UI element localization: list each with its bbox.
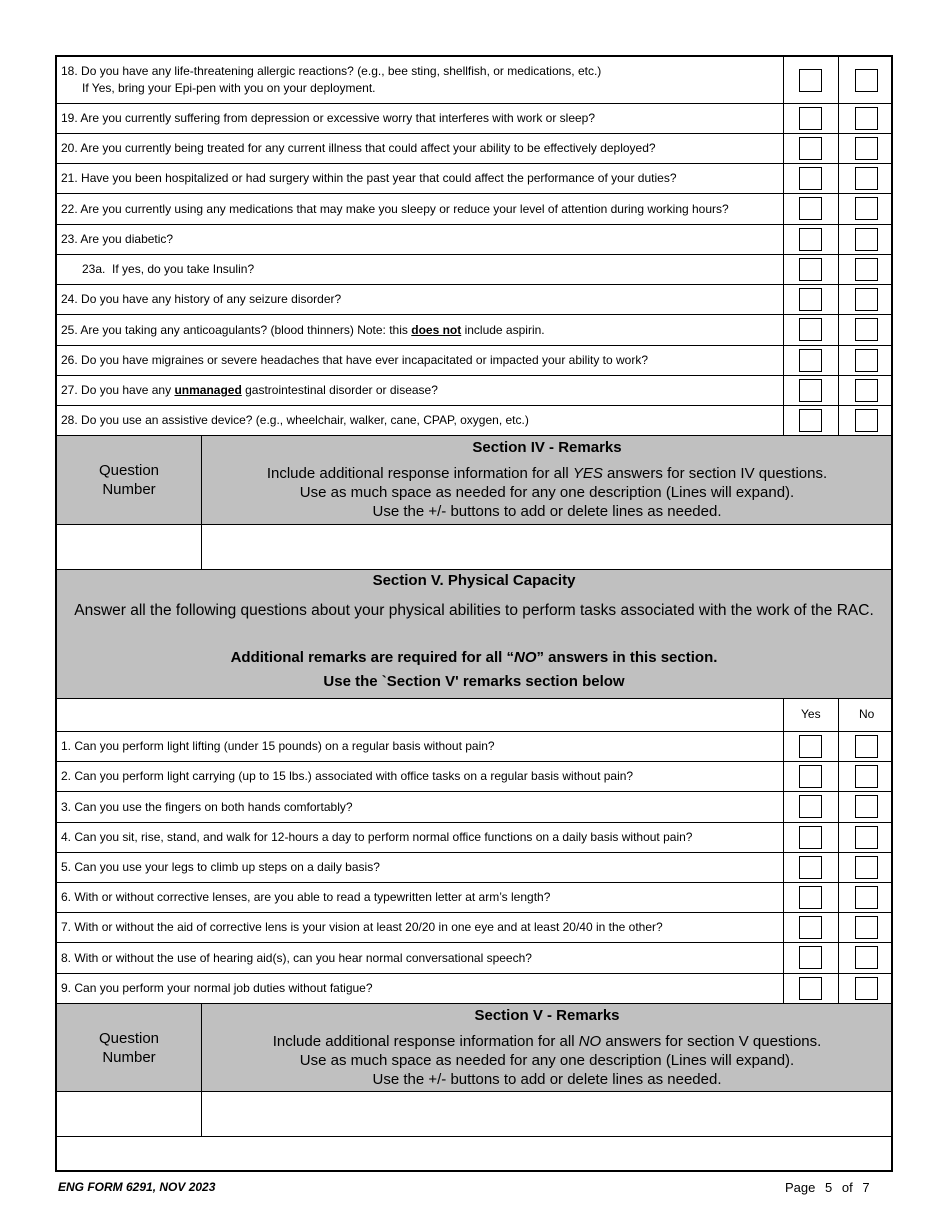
yes-checkbox[interactable] [799, 826, 822, 849]
yes-checkbox[interactable] [799, 856, 822, 879]
capacity-row-9 [57, 974, 891, 1004]
no-checkbox[interactable] [855, 856, 878, 879]
no-checkbox[interactable] [855, 137, 878, 160]
yes-checkbox[interactable] [799, 946, 822, 969]
remarks-instructions: Section V - Remarks Include additional response information for all NO answers for section V questions. Use as much space as needed for any one description (Lines will expand). Use the +/- buttons to add or delete lines as needed. [203, 1004, 891, 1091]
yes-checkbox[interactable] [799, 258, 822, 281]
yes-no-header-row [57, 699, 891, 732]
question-text: 20. Are you currently being treated for any current illness that could affect your ability to be effectively deployed? [61, 141, 656, 155]
question-text: 24. Do you have any history of any seizure disorder? [61, 292, 342, 306]
capacity-row-7 [57, 913, 891, 943]
question-row-19 [57, 104, 891, 134]
capacity-row-6 [57, 883, 891, 913]
no-checkbox[interactable] [855, 735, 878, 758]
question-number-label: Question Number [57, 1004, 202, 1091]
no-checkbox[interactable] [855, 107, 878, 130]
yes-checkbox[interactable] [799, 107, 822, 130]
yes-checkbox[interactable] [799, 977, 822, 1000]
question-text: 5. Can you use your legs to climb up steps on a daily basis? [61, 860, 380, 874]
no-checkbox[interactable] [855, 916, 878, 939]
question-row-24 [57, 285, 891, 315]
yes-checkbox[interactable] [799, 137, 822, 160]
question-text: 8. With or without the use of hearing aid(s), can you hear normal conversational speech? [61, 950, 532, 965]
no-column-label: No [859, 707, 875, 721]
question-text: 9. Can you perform your normal job duties without fatigue? [61, 981, 373, 995]
yes-checkbox[interactable] [799, 795, 822, 818]
question-row-23a [57, 255, 891, 285]
capacity-row-8 [57, 943, 891, 974]
section5-remarks-entry [57, 1092, 891, 1137]
yes-checkbox[interactable] [799, 409, 822, 432]
question-text: 1. Can you perform light lifting (under 15 pounds) on a regular basis without pain? [61, 739, 495, 753]
no-checkbox[interactable] [855, 765, 878, 788]
section4-remarks-header [57, 436, 891, 525]
yes-checkbox[interactable] [799, 197, 822, 220]
question-row-25 [57, 315, 891, 346]
page-indicator: Page 5 of 7 [785, 1180, 870, 1195]
capacity-row-2 [57, 762, 891, 792]
question-row-22 [57, 194, 891, 225]
yes-checkbox[interactable] [799, 916, 822, 939]
question-row-23 [57, 225, 891, 255]
question-row-21 [57, 164, 891, 194]
yes-checkbox[interactable] [799, 886, 822, 909]
question-text: 18. Do you have any life-threatening allergic reactions? (e.g., bee sting, shellfish, or medications, etc.) If Yes, bring your Epi-pen with you on your deployment. [61, 64, 602, 95]
question-text: 26. Do you have migraines or severe headaches that have ever incapacitated or impacted your ability to work? [61, 353, 649, 367]
no-checkbox[interactable] [855, 69, 878, 92]
question-text: 4. Can you sit, rise, stand, and walk for 12-hours a day to perform normal office functions on a daily basis without pain? [61, 830, 693, 844]
section5-remarks-header [57, 1004, 891, 1092]
no-checkbox[interactable] [855, 167, 878, 190]
question-text: 25. Are you taking any anticoagulants? (blood thinners) Note: this does not include aspirin. [61, 322, 545, 337]
question-row-26 [57, 346, 891, 376]
yes-checkbox[interactable] [799, 69, 822, 92]
no-checkbox[interactable] [855, 409, 878, 432]
section4-remarks-entry [57, 525, 891, 570]
yes-checkbox[interactable] [799, 349, 822, 372]
section5-remarks-title: Section V - Remarks [474, 1007, 620, 1024]
question-text: 3. Can you use the fingers on both hands comfortably? [61, 799, 353, 814]
no-checkbox[interactable] [855, 349, 878, 372]
question-row-27 [57, 376, 891, 406]
no-checkbox[interactable] [855, 826, 878, 849]
capacity-row-3 [57, 792, 891, 823]
no-checkbox[interactable] [855, 977, 878, 1000]
yes-checkbox[interactable] [799, 765, 822, 788]
yes-checkbox[interactable] [799, 735, 822, 758]
question-number-field[interactable] [57, 525, 202, 569]
question-row-20 [57, 134, 891, 164]
question-row-18 [57, 57, 891, 104]
question-text: 23. Are you diabetic? [61, 232, 174, 246]
form-identifier: ENG FORM 6291, NOV 2023 [58, 1180, 216, 1194]
capacity-row-1 [57, 732, 891, 762]
no-checkbox[interactable] [855, 318, 878, 341]
section5-header: Section V. Physical Capacity Answer all the following questions about your physical abilities to perform tasks associated with the work of the RAC. Additional remarks are required for all “NO” answers in this section. Use the `Section V' remarks section below [57, 570, 891, 699]
no-checkbox[interactable] [855, 795, 878, 818]
question-number-label: Question Number [57, 436, 202, 524]
yes-checkbox[interactable] [799, 318, 822, 341]
yes-checkbox[interactable] [799, 167, 822, 190]
no-checkbox[interactable] [855, 228, 878, 251]
question-text: 23a. If yes, do you take Insulin? [82, 262, 255, 276]
yes-checkbox[interactable] [799, 228, 822, 251]
blank-row [57, 1137, 891, 1170]
yes-column-label: Yes [801, 707, 821, 721]
question-text: 21. Have you been hospitalized or had surgery within the past year that could affect the performance of your duties? [61, 171, 677, 185]
remarks-field[interactable] [203, 525, 891, 569]
question-row-28 [57, 406, 891, 436]
no-checkbox[interactable] [855, 886, 878, 909]
no-checkbox[interactable] [855, 288, 878, 311]
question-text: 6. With or without corrective lenses, are you able to read a typewritten letter at arm’s length? [61, 890, 551, 904]
yes-checkbox[interactable] [799, 288, 822, 311]
question-text: 27. Do you have any unmanaged gastrointestinal disorder or disease? [61, 383, 438, 397]
section4-remarks-title: Section IV - Remarks [472, 439, 622, 456]
question-number-field[interactable] [57, 1092, 202, 1136]
remarks-field[interactable] [203, 1092, 891, 1136]
section5-instruction: Answer all the following questions about your physical abilities to perform tasks associated with the work of the RAC. [74, 602, 874, 619]
question-text: 2. Can you perform light carrying (up to 15 lbs.) associated with office tasks on a regular basis without pain? [61, 769, 634, 783]
capacity-row-4 [57, 823, 891, 853]
question-text: 28. Do you use an assistive device? (e.g., wheelchair, walker, cane, CPAP, oxygen, etc.) [61, 413, 529, 427]
no-checkbox[interactable] [855, 946, 878, 969]
yes-checkbox[interactable] [799, 379, 822, 402]
no-checkbox[interactable] [855, 197, 878, 220]
remarks-instructions: Section IV - Remarks Include additional response information for all YES answers for section IV questions. Use as much space as needed for any one description (Lines will expand). Use the +/- buttons to add or delete lines as needed. [203, 436, 891, 524]
question-text: 19. Are you currently suffering from depression or excessive worry that interferes with work or sleep? [61, 111, 596, 125]
form-frame [55, 55, 893, 1172]
question-text: 7. With or without the aid of corrective lens is your vision at least 20/20 in one eye and at least 20/40 in the other? [61, 920, 663, 934]
question-text: 22. Are you currently using any medications that may make you sleepy or reduce your level of attention during working hours? [61, 201, 729, 216]
section5-title: Section V. Physical Capacity [372, 572, 576, 589]
capacity-row-5 [57, 853, 891, 883]
no-checkbox[interactable] [855, 379, 878, 402]
no-checkbox[interactable] [855, 258, 878, 281]
